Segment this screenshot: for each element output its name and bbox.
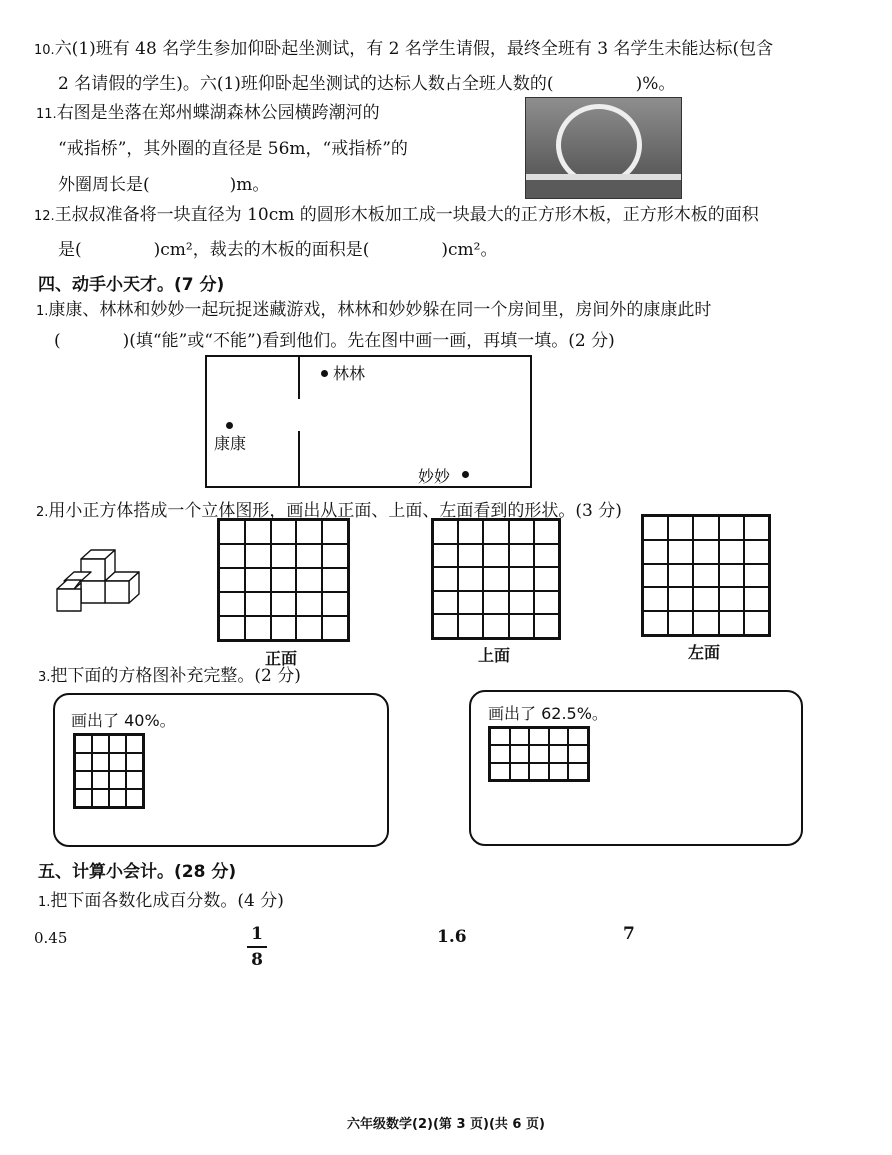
- s5-q1-text: 把下面各数化成百分数。(4 分): [50, 891, 284, 911]
- s4-q3-number: 3.: [38, 670, 51, 685]
- s4-q1-number: 1.: [36, 304, 49, 319]
- s5-q1-number: 1.: [38, 895, 51, 910]
- q12-line2: [58, 240, 497, 260]
- s4-q2-text: 用小正方体搭成一个立体图形，画出从正面、上面、左面看到的形状。(3 分): [48, 501, 622, 521]
- s4-q3-line: [38, 666, 301, 686]
- s4-q1-line2-a: (: [54, 331, 61, 351]
- value-0-45: 0.45: [34, 929, 68, 947]
- miaomiao-dot: [462, 471, 469, 478]
- q10-line2-b: )%。: [635, 74, 676, 94]
- miaomiao-label: 妙妙: [418, 467, 451, 486]
- q11-number: 11.: [36, 107, 57, 122]
- grid-62-5[interactable]: [488, 726, 590, 782]
- top-view-label: 上面: [478, 646, 511, 665]
- fraction-1-8: [247, 924, 267, 970]
- q11-line3: [58, 175, 269, 195]
- q11-line3-a: 外圈周长是(: [58, 175, 150, 195]
- grid-40-caption: 画出了 40%。: [71, 711, 176, 730]
- s4-q1-line2: [54, 331, 615, 351]
- q11-line3-b: )m。: [229, 175, 270, 195]
- q12-text-line1: 王叔叔准备将一块直径为 10cm 的圆形木板加工成一块最大的正方形木板，正方形木板的面积: [54, 205, 759, 225]
- q10-line2: [58, 74, 675, 94]
- front-view-grid[interactable]: [217, 518, 350, 642]
- s4-q3-text: 把下面的方格图补充完整。(2 分): [50, 666, 301, 686]
- s4-q1-text-line1: 康康、林林和妙妙一起玩捉迷藏游戏，林林和妙妙躲在同一个房间里，房间外的康康此时: [48, 300, 712, 320]
- s4-q1-line1: [36, 300, 711, 320]
- value-7: 7: [623, 924, 635, 944]
- s4-q1-line2-b: )(填“能”或“不能”)看到他们。先在图中画一画，再填一填。(2 分): [122, 331, 615, 351]
- q11-line1: [36, 103, 380, 123]
- river-water: [526, 180, 681, 198]
- q11-line2: “戒指桥”，其外圈的直径是 56m，“戒指桥”的: [58, 139, 408, 159]
- q11-text-line1: 右图是坐落在郑州蝶湖森林公园横跨潮河的: [56, 103, 380, 123]
- s4-q2-number: 2.: [36, 505, 49, 520]
- section4-title: 四、动手小天才。(7 分): [38, 275, 225, 295]
- room-wall-lower: [298, 431, 300, 488]
- fraction-denominator: 8: [251, 950, 263, 970]
- q12-line2-a: 是(: [58, 240, 82, 260]
- kangkang-dot: [226, 422, 233, 429]
- q10-text-line1: 六(1)班有 48 名学生参加仰卧起坐测试，有 2 名学生请假，最终全班有 3 名学生未能达标(包含: [54, 39, 774, 59]
- page-footer: 六年级数学(2)(第 3 页)(共 6 页): [347, 1117, 545, 1132]
- top-view-grid[interactable]: [431, 518, 561, 640]
- left-view-grid[interactable]: [641, 514, 771, 637]
- q12-line2-b: )cm²，裁去的木板的面积是(: [153, 240, 370, 260]
- ring-bridge-photo: [525, 97, 682, 199]
- linlin-dot: [321, 370, 328, 377]
- fraction-numerator: 1: [251, 924, 263, 944]
- s5-q1-line: [38, 891, 284, 911]
- left-view-label: 左面: [688, 643, 721, 662]
- q12-number: 12.: [34, 209, 55, 224]
- cube-stack-figure: [50, 545, 145, 625]
- fraction-bar: [247, 946, 267, 948]
- grid-40[interactable]: [73, 733, 145, 809]
- section5-title: 五、计算小会计。(28 分): [38, 862, 237, 882]
- room-wall-upper: [298, 357, 300, 399]
- grid-62-5-caption: 画出了 62.5%。: [488, 704, 608, 723]
- q10-line1: [34, 39, 773, 59]
- value-1-6: 1.6: [437, 927, 467, 947]
- front-view-label: 正面: [265, 649, 298, 668]
- room-diagram: [205, 355, 532, 488]
- linlin-label: 林林: [333, 364, 366, 383]
- q12-line2-c: )cm²。: [441, 240, 498, 260]
- q12-line1: [34, 205, 759, 225]
- q10-line2-a: 2 名请假的学生)。六(1)班仰卧起坐测试的达标人数占全班人数的(: [58, 74, 554, 94]
- kangkang-label: 康康: [214, 434, 247, 453]
- q10-number: 10.: [34, 43, 55, 58]
